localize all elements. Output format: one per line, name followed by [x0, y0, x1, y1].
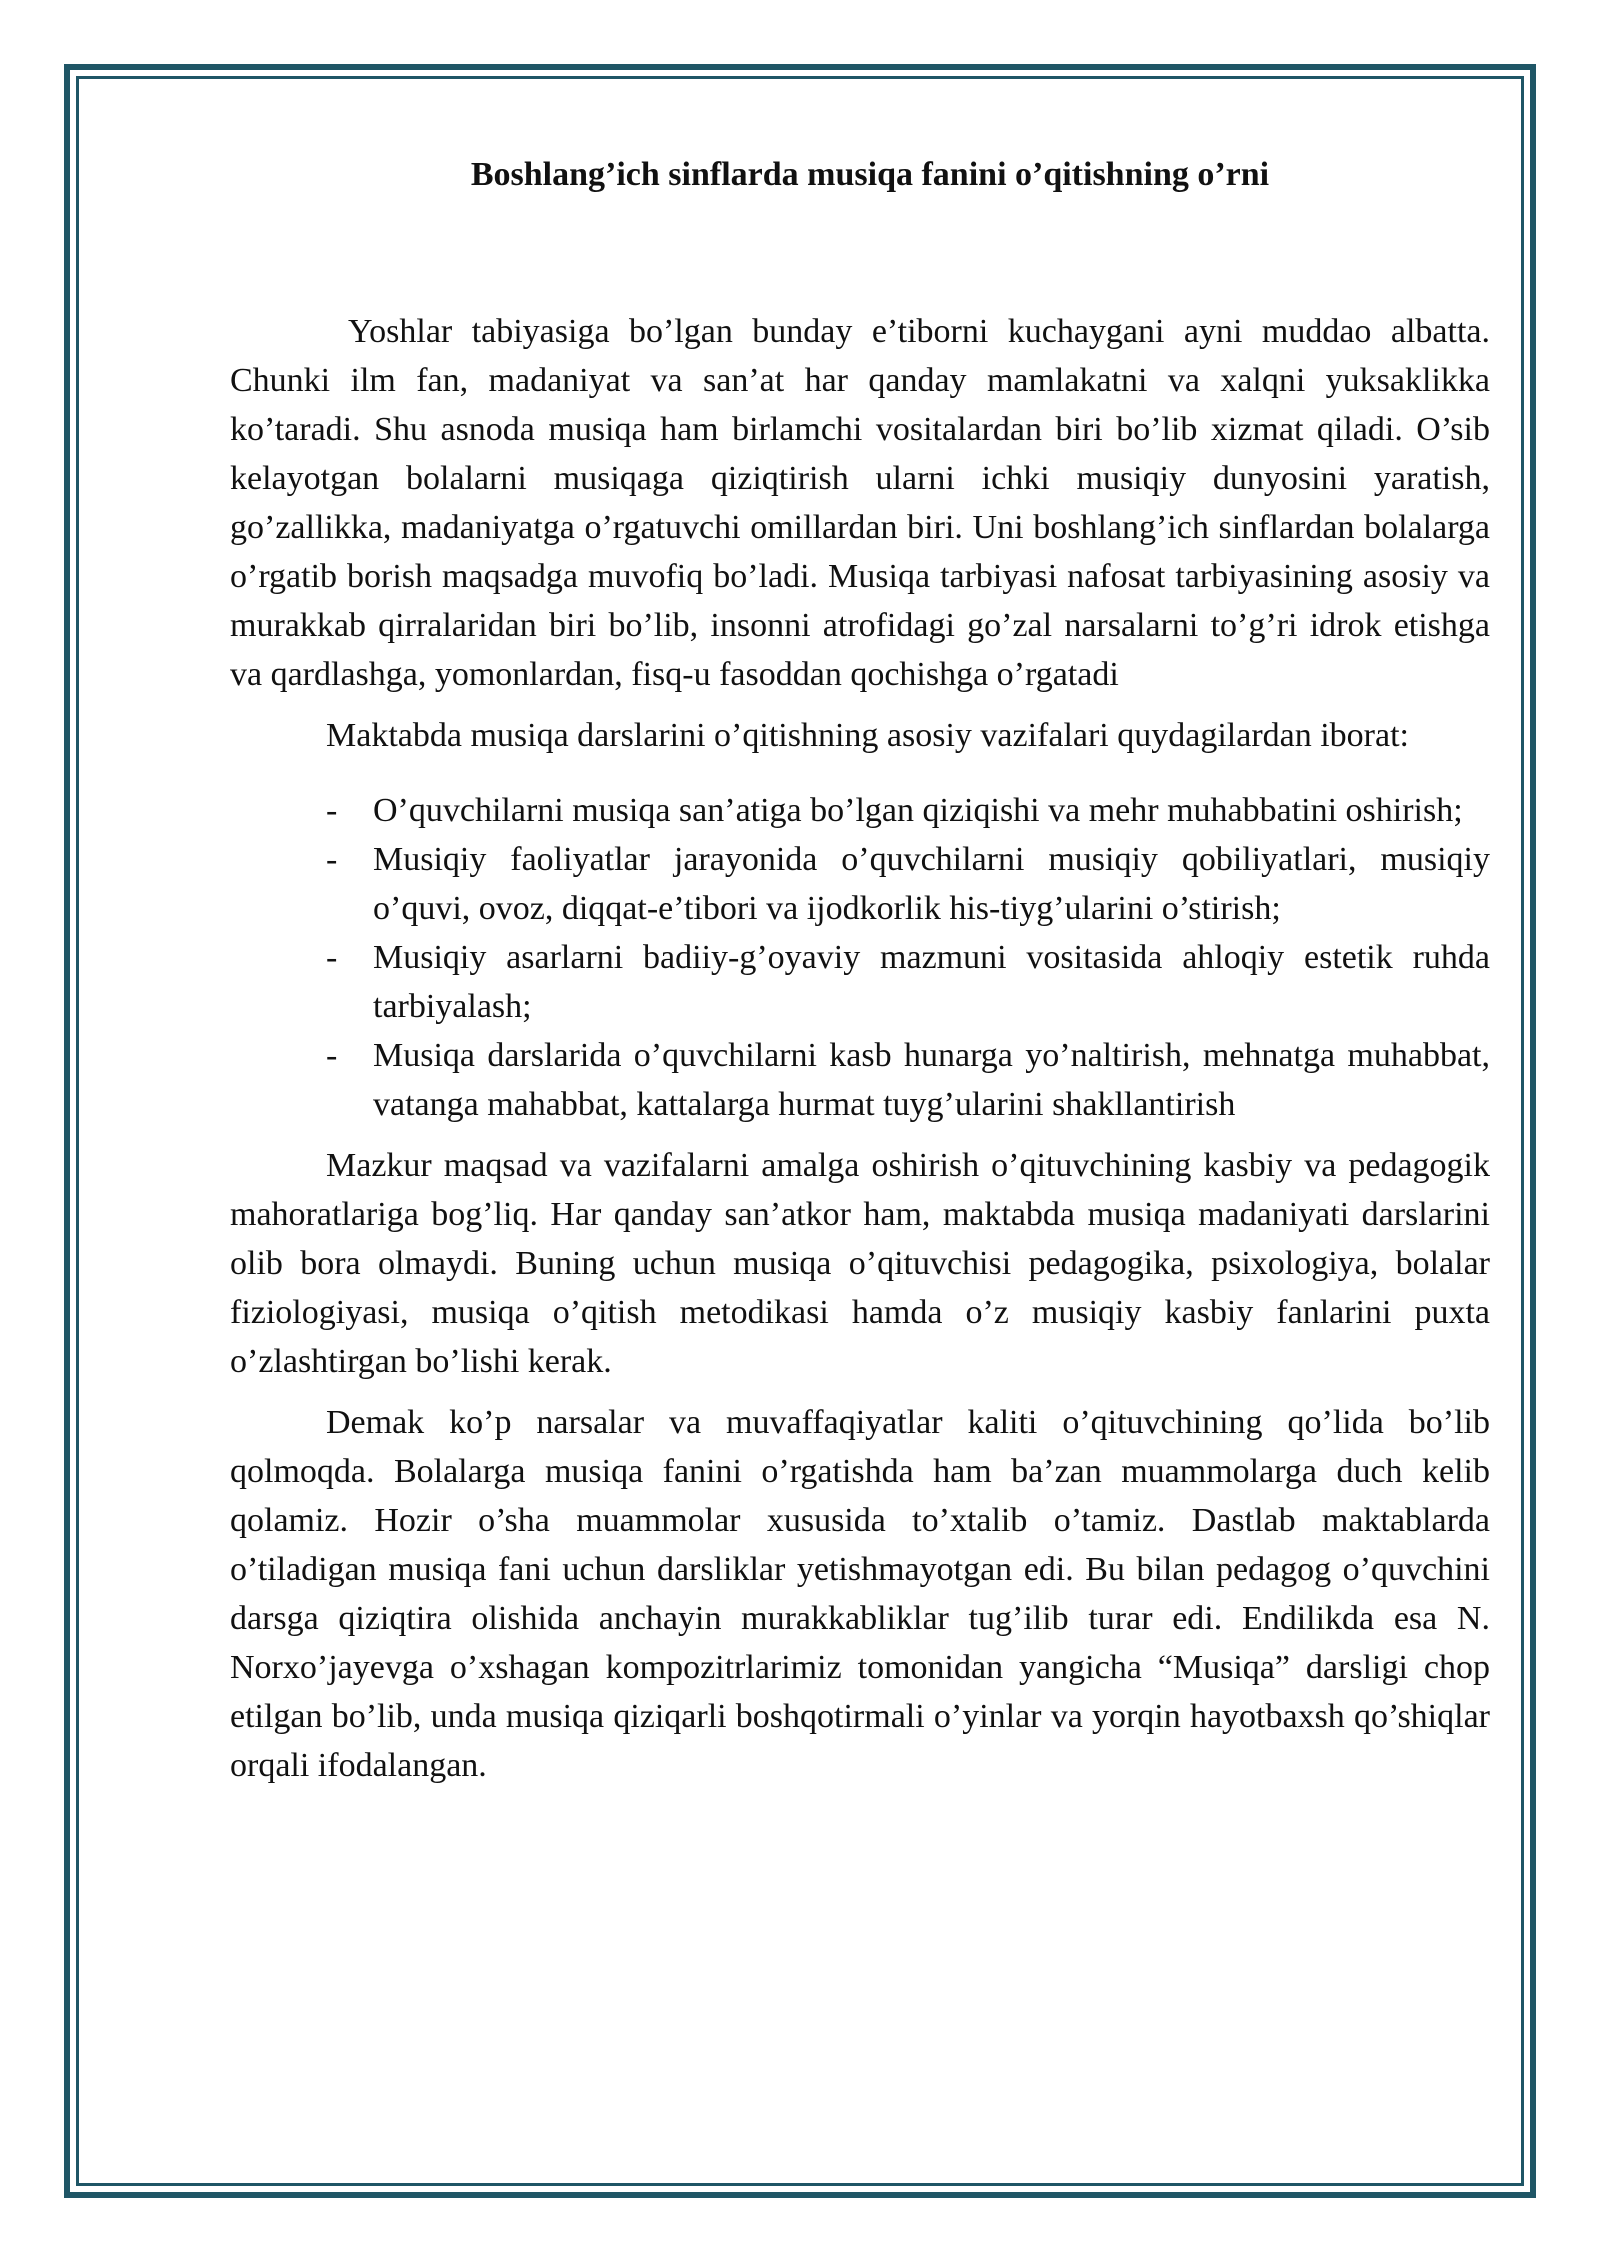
list-item-text: Musiqiy faoliyatlar jarayonida o’quvchilarni musiqiy qobiliyatlari, musiqiy o’quvi, ovoz, diqqat-e’tibori va ijodkorlik his-tiyg’ularini o’stirish; [373, 841, 1490, 927]
list-item [230, 1031, 1490, 1129]
list-item-text: Musiqiy asarlarni badiiy-g’oyaviy mazmuni vositasida ahloqiy estetik ruhda tarbiyalash; [373, 939, 1490, 1025]
paragraph-intro: Yoshlar tabiyasiga bo’lgan bunday e’tiborni kuchaygani ayni muddao albatta. Chunki ilm fan, madaniyat va san’at har qanday mamlakatni va xalqni yuksaklikka ko’taradi. Shu asnoda musiqa ham birlamchi vositalardan biri bo’lib xizmat qiladi. O’sib kelayotgan bolalarni musiqaga qiziqtirish ularni ichki musiqiy dunyosini yaratish, go’zallikka, madaniyatga o’rgatuvchi omillardan biri. Uni boshlang’ich sinflardan bolalarga o’rgatib borish maqsadga muvofiq bo’ladi. Musiqa tarbiyasi nafosat tarbiyasining asosiy va murakkab qirralaridan biri bo’lib, insonni atrofidagi go’zal narsalarni to’g’ri idrok etishga va qardlashga, yomonlardan, fisq-u fasoddan qochishga o’rgatadi [230, 313, 1490, 693]
list-item [230, 786, 1490, 835]
task-list [230, 786, 1490, 1129]
list-dash-marker: - [326, 841, 338, 878]
list-item [230, 835, 1490, 933]
list-dash-marker: - [326, 1037, 338, 1074]
paragraph-teacher-skills: Mazkur maqsad va vazifalarni amalga oshirish o’qituvchining kasbiy va pedagogik mahoratlariga bog’liq. Har qanday san’atkor ham, maktabda musiqa madaniyati darslarini olib bora olmaydi. Buning uchun musiqa o’qituvchisi pedagogika, psixologiya, bolalar fiziologiyasi, musiqa o’qitish metodikasi hamda o’z musiqiy kasbiy fanlarini puxta o’zlashtirgan bo’lishi kerak. [230, 1147, 1490, 1380]
list-dash-marker: - [326, 939, 338, 976]
document-body [230, 150, 1490, 1802]
list-item-text: O’quvchilarni musiqa san’atiga bo’lgan qiziqishi va mehr muhabbatini oshirish; [373, 792, 1463, 829]
list-item-text: Musiqa darslarida o’quvchilarni kasb hunarga yo’naltirish, mehnatga muhabbat, vatanga mahabbat, kattalarga hurmat tuyg’ularini shakllantirish [373, 1037, 1490, 1123]
paragraph-textbook: Demak ko’p narsalar va muvaffaqiyatlar kaliti o’qituvchining qo’lida bo’lib qolmoqda. Bolalarga musiqa fanini o’rgatishda ham ba’zan muammolarga duch kelib qolamiz. Hozir o’sha muammolar xususida to’xtalib o’tamiz. Dastlab maktablarda o’tiladigan musiqa fani uchun darsliklar yetishmayotgan edi. Bu bilan pedagog o’quvchini darsga qiziqtira olishida anchayin murakkabliklar tug’ilib turar edi. Endilikda esa N. Norxo’jayevga o’xshagan kompozitrlarimiz tomonidan yangicha “Musiqa” darsligi chop etilgan bo’lib, unda musiqa qiziqarli boshqotirmali o’yinlar va yorqin hayotbaxsh qo’shiqlar orqali ifodalangan. [230, 1404, 1490, 1784]
document-title: Boshlang’ich sinflarda musiqa fanini o’qitishning o’rni [470, 156, 1270, 193]
list-dash-marker: - [326, 792, 338, 829]
list-item [230, 933, 1490, 1031]
paragraph-tasks-intro: Maktabda musiqa darslarini o’qitishning asosiy vazifalari quydagilardan iborat: [326, 717, 1409, 754]
